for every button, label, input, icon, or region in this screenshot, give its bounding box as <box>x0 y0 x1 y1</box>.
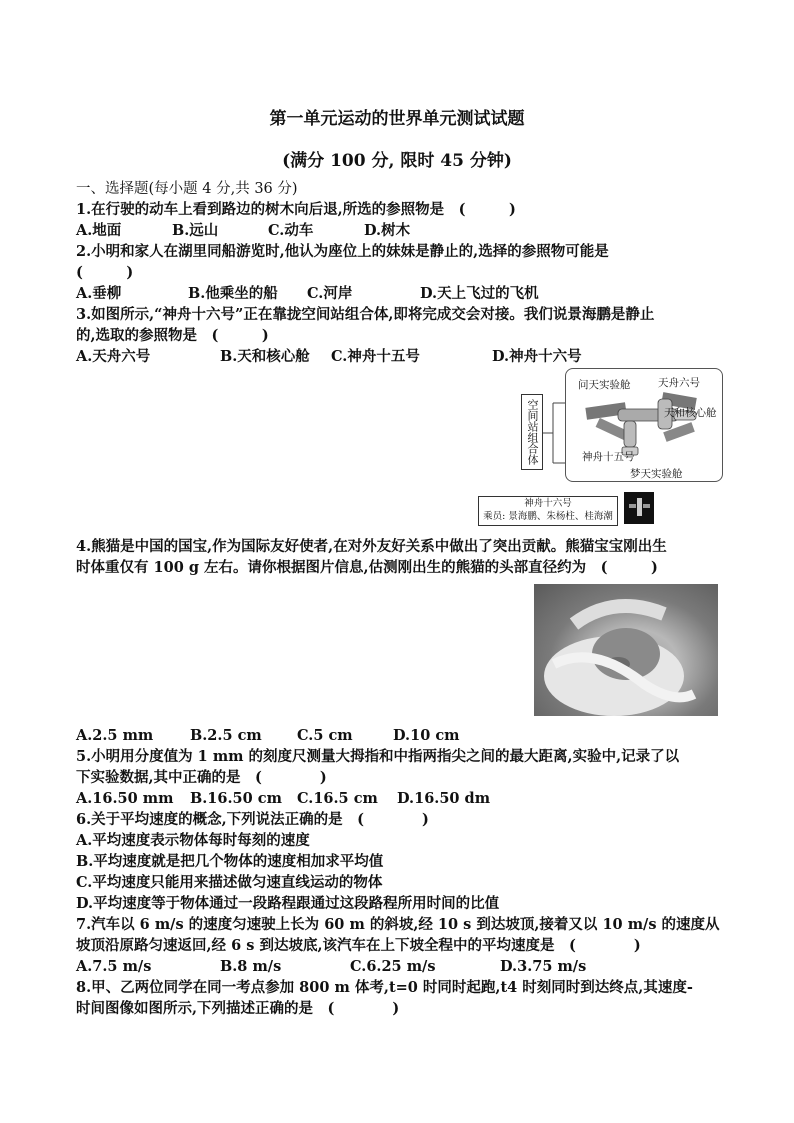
crew-box-title: 神舟十六号 <box>524 498 572 509</box>
question-3-stem-line2: 的,选取的参照物是 ( ) <box>76 327 269 344</box>
label-mengtian: 梦天实验舱 <box>630 468 683 480</box>
question-8-stem-line2: 时间图像如图所示,下列描述正确的是 ( ) <box>76 1000 400 1017</box>
q5-option-b: B.16.50 cm <box>190 790 282 807</box>
q4-option-a: A.2.5 mm <box>76 727 154 744</box>
q4-option-d: D.10 cm <box>393 727 460 744</box>
q2-option-c: C.河岸 <box>307 285 353 302</box>
label-tianzhou6: 天舟六号 <box>658 377 700 389</box>
crew-info-box <box>478 496 618 526</box>
station-diagram <box>565 368 723 482</box>
question-4-stem-line2: 时体重仅有 100 g 左右。请你根据图片信息,估测刚出生的熊猫的头部直径约为 ( ) <box>76 559 658 576</box>
q5-option-c: C.16.5 cm <box>297 790 378 807</box>
q2-option-b: B.他乘坐的船 <box>188 285 278 302</box>
q3-option-a: A.天舟六号 <box>76 348 151 365</box>
question-7-stem-line2: 坡顶沿原路匀速返回,经 6 s 到达坡底,该汽车在上下坡全程中的平均速度是 ( ) <box>76 937 641 954</box>
q7-option-a: A.7.5 m/s <box>76 958 152 975</box>
question-2-stem-line1: 2.小明和家人在湖里同船游览时,他认为座位上的妹妹是静止的,选择的参照物可能是 <box>76 243 609 260</box>
q2-option-d: D.天上飞过的飞机 <box>420 285 539 302</box>
q3-option-c: C.神舟十五号 <box>331 348 420 365</box>
label-shenzhou15: 神舟十五号 <box>582 451 635 463</box>
space-station-figure <box>521 368 721 480</box>
bracket-line <box>543 398 565 468</box>
q1-option-b: B.远山 <box>172 222 219 239</box>
q6-option-c: C.平均速度只能用来描述做匀速直线运动的物体 <box>76 874 383 891</box>
q6-option-d: D.平均速度等于物体通过一段路程跟通过这段路程所用时间的比值 <box>76 895 500 912</box>
question-1-stem: 1.在行驶的动车上看到路边的树木向后退,所选的参照物是 ( ) <box>76 201 516 218</box>
q4-option-b: B.2.5 cm <box>190 727 262 744</box>
q7-option-d: D.3.75 m/s <box>500 958 587 975</box>
section-heading: 一、选择题(每小题 4 分,共 36 分) <box>76 181 298 197</box>
question-6-stem: 6.关于平均速度的概念,下列说法正确的是 ( ) <box>76 811 429 828</box>
question-2-stem-line2: ( ) <box>76 264 134 281</box>
q7-option-c: C.6.25 m/s <box>350 958 436 975</box>
newborn-panda-image <box>534 584 718 716</box>
question-8-stem-line1: 8.甲、乙两位同学在同一考点参加 800 m 体考,t=0 时同时起跑,t4 时刻同时到达终点,其速度- <box>76 979 693 996</box>
crew-box-members: 乘员: 景海鹏、朱杨柱、桂海潮 <box>483 511 613 522</box>
q5-option-d: D.16.50 dm <box>397 790 491 807</box>
panda-photo <box>534 584 718 716</box>
q2-option-a: A.垂柳 <box>76 285 122 302</box>
question-4-stem-line1: 4.熊猫是中国的国宝,作为国际友好使者,在对外友好关系中做出了突出贡献。熊猫宝宝刚出生 <box>76 538 667 555</box>
label-tianhe: 天和核心舱 <box>664 407 717 419</box>
page-title: 第一单元运动的世界单元测试试题 <box>269 109 525 129</box>
q1-option-c: C.动车 <box>268 222 314 239</box>
question-5-stem-line1: 5.小明用分度值为 1 mm 的刻度尺测量大拇指和中指两指尖之间的最大距离,实验中,记录了以 <box>76 748 680 765</box>
question-3-stem-line1: 3.如图所示,“神舟十六号”正在靠拢空间站组合体,即将完成交会对接。我们说景海鹏是静止 <box>76 306 655 323</box>
spacecraft-icon <box>624 492 654 524</box>
q6-option-a: A.平均速度表示物体每时每刻的速度 <box>76 832 310 849</box>
label-wentian: 问天实验舱 <box>578 379 631 391</box>
q3-option-d: D.神舟十六号 <box>492 348 582 365</box>
q7-option-b: B.8 m/s <box>220 958 282 975</box>
question-5-stem-line2: 下实验数据,其中正确的是 ( ) <box>76 769 327 786</box>
q1-option-d: D.树木 <box>364 222 411 239</box>
q6-option-b: B.平均速度就是把几个物体的速度相加求平均值 <box>76 853 384 870</box>
q5-option-a: A.16.50 mm <box>76 790 174 807</box>
q4-option-c: C.5 cm <box>297 727 353 744</box>
q3-option-b: B.天和核心舱 <box>220 348 310 365</box>
station-group-label: 空间站组合体 <box>521 394 543 470</box>
page-subtitle: (满分 100 分, 限时 45 分钟) <box>282 151 512 171</box>
question-7-stem-line1: 7.汽车以 6 m/s 的速度匀速驶上长为 60 m 的斜坡,经 10 s 到达坡顶,接着又以 10 m/s 的速度从 <box>76 916 720 933</box>
q1-option-a: A.地面 <box>76 222 122 239</box>
